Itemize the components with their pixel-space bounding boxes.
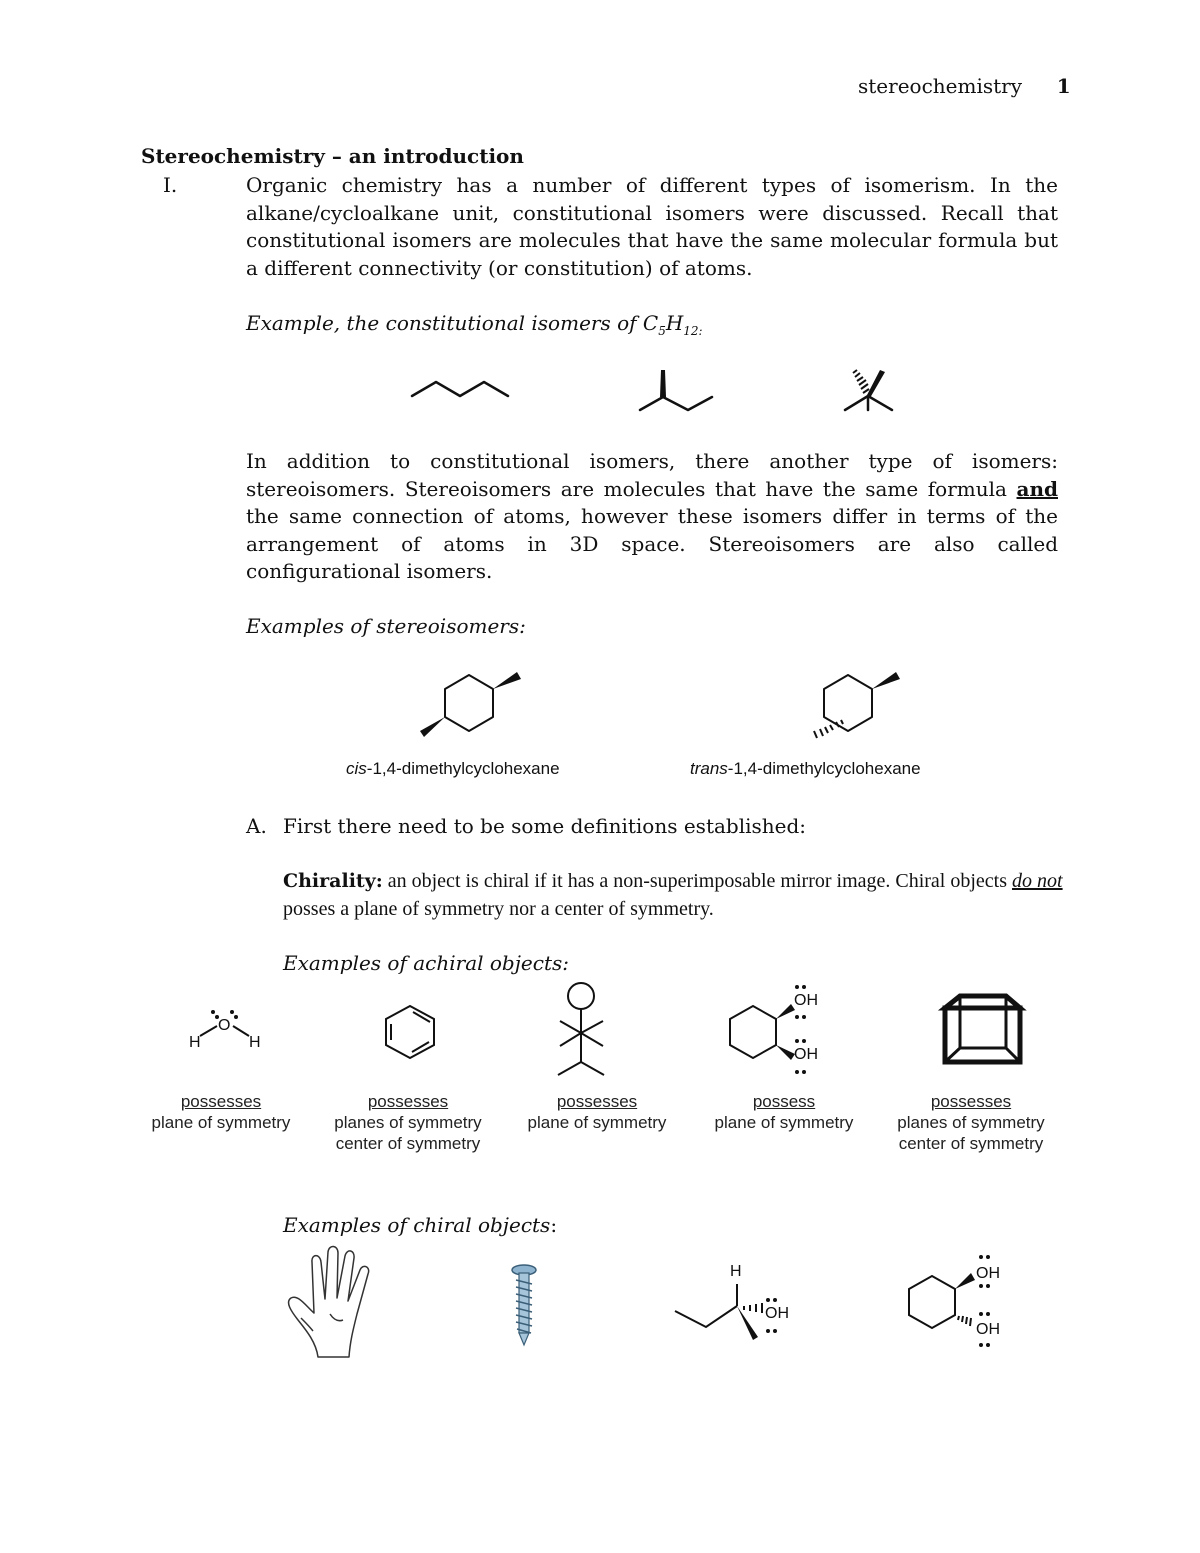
chiral-heading: Examples of chiral objects: [283,1213,558,1237]
page-number: 1 [1056,74,1071,98]
cis-label: cis-1,4-dimethylcyclohexane [346,759,560,778]
page-title: Stereochemistry – an introduction [141,144,524,168]
chirality-term: Chirality: [283,870,383,892]
constitutional-example-caption: Example, the constitutional isomers of $C_5H_{12:}$ [246,311,703,338]
diol-hydroxyl-top: OH [794,992,818,1009]
caption-water: possesses plane of symmetry [151,1092,291,1132]
water-oxygen: O [218,1017,231,1034]
chirality-definition: Chirality: an object is chiral if it has a non-superimposable mirror image. Chiral objects do not posses a plane of symmetry nor a center of symmetry. [283,870,1063,920]
caption-cube: possesses planes of symmetry center of symmetry [897,1092,1045,1153]
emphasis-and: and [1016,476,1058,501]
butanol-skeleton [675,1284,737,1327]
paragraph-constitutional: Organic chemistry has a number of different types of isomerism. In the alkane/cycloalkane unit, constitutional isomers were discussed. Recall that constitutional isomers are molecules that have the same molecular formula but a different connectivity (or constitution) of atoms. [246,173,1058,280]
paragraph-stereoisomers: In addition to constitutional isomers, there another type of isomers: stereoisomers. Stereoisomers are molecules that have the same formula and the same connection of atoms, however these isomers differ in terms of the arrangement of atoms in 3D space. Stereoisomers are also called configurational isomers. [246,449,1058,583]
butanol-hydrogen: H [730,1263,742,1280]
running-title: stereochemistry [858,74,1023,98]
caption-cis-diol: possess plane of symmetry [714,1092,854,1132]
screw-icon [512,1265,536,1345]
butanol-wedge [737,1306,758,1340]
water-hydrogen-right: H [249,1034,261,1051]
butanol-hydroxyl: OH [765,1305,789,1322]
butanol-hashed-wedge [744,1303,762,1313]
diol-hydroxyl-bottom: OH [794,1046,818,1063]
definitions-heading: First there need to be some definitions established: [283,814,807,838]
trans-diol-hydroxyl-top: OH [976,1265,1000,1282]
stereoisomers-heading: Examples of stereoisomers: [246,614,526,638]
caption-stick-figure: possesses plane of symmetry [527,1092,667,1132]
hand-icon [289,1246,369,1357]
section-numeral: I. [163,173,178,197]
section-letter: A. [246,814,267,838]
trans-cyclohexanediol [909,1276,955,1328]
do-not-emphasis: do not [1012,870,1063,892]
achiral-heading: Examples of achiral objects: [283,951,569,975]
water-hydrogen-left: H [189,1034,201,1051]
trans-label: trans-1,4-dimethylcyclohexane [690,759,921,778]
trans-diol-hydroxyl-bottom: OH [976,1321,1000,1338]
caption-benzene: possesses planes of symmetry center of symmetry [334,1092,482,1153]
